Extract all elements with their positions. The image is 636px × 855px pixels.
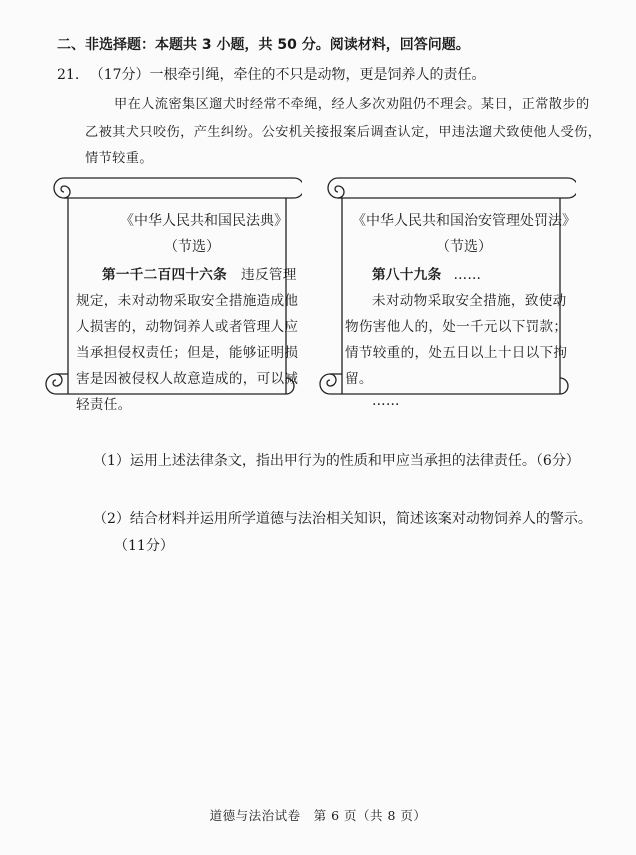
law-left-subtitle: （节选） (164, 239, 220, 255)
sub-question-2: （2）结合材料并运用所学道德与法治相关知识，简述该案对动物饲养人的警示。 (93, 511, 592, 527)
page-footer: 道德与法治试卷 第 6 页（共 8 页） (209, 808, 427, 823)
law-right-article: 第八十九条 (372, 267, 442, 283)
law-left-line-2: 人损害的，动物饲养人或者管理人应 (76, 319, 299, 335)
law-left-article: 第一千二百四十六条 (102, 267, 228, 283)
law-right-article-line (372, 263, 481, 283)
law-left-article-line (102, 263, 297, 283)
law-scroll-civil-code (38, 176, 302, 416)
material-line-2: 乙被其犬只咬伤，产生纠纷。公安机关接报案后调查认定，甲违法遛犬致使他人受伤， (85, 125, 602, 140)
law-left-line-5: 轻责任。 (76, 397, 132, 413)
law-left-line-1: 规定，未对动物采取安全措施造成他 (76, 293, 299, 309)
sub-question-1: （1）运用上述法律条文，指出甲行为的性质和甲应当承担的法律责任。（6分） (93, 453, 580, 469)
law-right-line-3: 情节较重的，处五日以上十日以下拘 (345, 345, 568, 361)
question-stem: 一根牵引绳，牵住的不只是动物，更是饲养人的责任。 (149, 67, 486, 83)
question-score: （17分） (89, 67, 150, 83)
law-left-title: 《中华人民共和国民法典》 (120, 213, 288, 229)
law-scroll-public-security (312, 176, 576, 416)
law-right-subtitle: （节选） (436, 239, 492, 255)
sub-question-2-score: （11分） (114, 538, 174, 554)
section-heading: 二、非选择题：本题共 3 小题，共 50 分。阅读材料，回答问题。 (57, 37, 470, 53)
law-right-line-2: 物伤害他人的，处一千元以下罚款； (345, 319, 568, 335)
material-line-3: 情节较重。 (85, 151, 153, 166)
question-header (57, 64, 486, 84)
question-number: 21. (57, 67, 80, 83)
law-right-line-5: …… (372, 393, 400, 409)
law-left-article-rest: 违反管理 (241, 267, 297, 283)
material-line-1: 甲在人流密集区遛犬时经常不牵绳，经人多次劝阻仍不理会。某日，正常散步的 (114, 97, 590, 112)
law-right-article-rest: …… (453, 267, 482, 283)
law-right-line-4: 留。 (345, 371, 373, 387)
law-right-line-1: 未对动物采取安全措施，致使动 (372, 293, 567, 309)
law-right-title: 《中华人民共和国治安管理处罚法》 (352, 213, 576, 229)
law-left-line-4: 害是因被侵权人故意造成的，可以减 (76, 371, 299, 387)
law-left-line-3: 当承担侵权责任；但是，能够证明损 (76, 345, 299, 361)
